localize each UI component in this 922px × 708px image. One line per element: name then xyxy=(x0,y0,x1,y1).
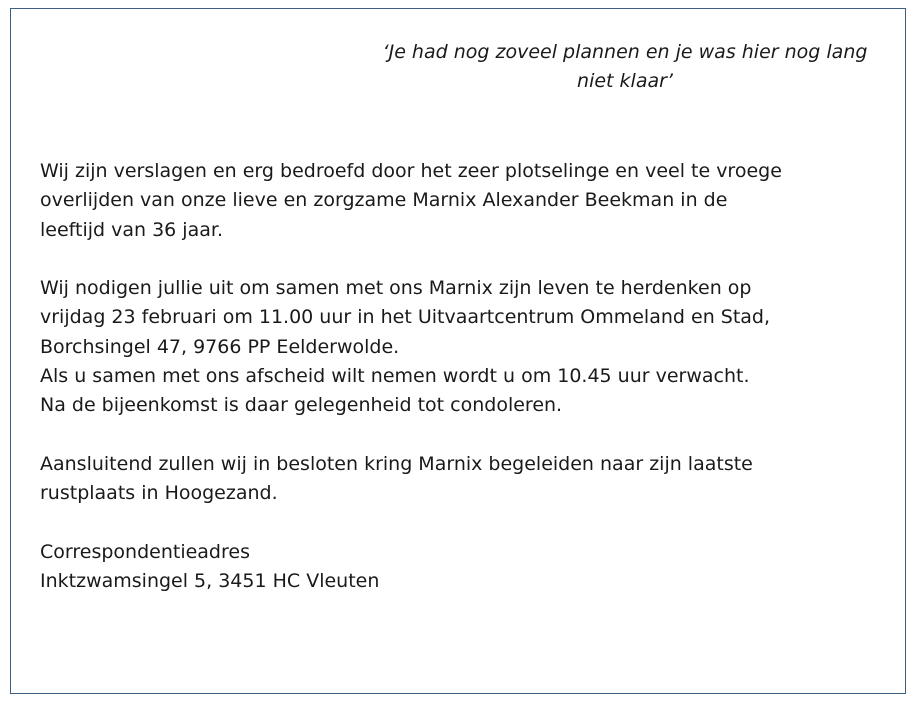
death-announcement-paragraph xyxy=(40,157,900,245)
text-line: Als u samen met ons afscheid wilt nemen wordt u om 10.45 uur verwacht. xyxy=(40,365,750,388)
text-line: rustplaats in Hoogezand. xyxy=(40,482,278,505)
text-line: Wij nodigen jullie uit om samen met ons Marnix zijn leven te herdenken op xyxy=(40,277,752,300)
text-line: Wij zijn verslagen en erg bedroefd door het zeer plotselinge en veel te vroege xyxy=(40,160,782,182)
text-line: Na de bijeenkomst is daar gelegenheid tot condoleren. xyxy=(40,394,563,417)
text-line: leeftijd van 36 jaar. xyxy=(40,218,223,241)
announcement-body xyxy=(40,157,900,626)
text-line: overlijden van onze lieve en zorgzame Marnix Alexander Beekman in de xyxy=(40,189,728,212)
text-line: Borchsingel 47, 9766 PP Eelderwolde. xyxy=(40,335,400,358)
text-line: vrijdag 23 februari om 11.00 uur in het Uitvaartcentrum Ommeland en Stad, xyxy=(40,306,771,329)
memorial-quote xyxy=(360,38,890,96)
address-label: Correspondentieadres xyxy=(40,540,250,563)
invitation-paragraph xyxy=(40,274,900,420)
correspondence-address xyxy=(40,538,900,597)
quote-line: ‘Je had nog zoveel plannen en je was hier nog lang xyxy=(382,41,868,63)
burial-paragraph xyxy=(40,450,900,509)
address-value: Inktzwamsingel 5, 3451 HC Vleuten xyxy=(40,570,380,593)
quote-line: niet klaar’ xyxy=(577,70,673,92)
text-line: Aansluitend zullen wij in besloten kring Marnix begeleiden naar zijn laatste xyxy=(40,452,753,475)
